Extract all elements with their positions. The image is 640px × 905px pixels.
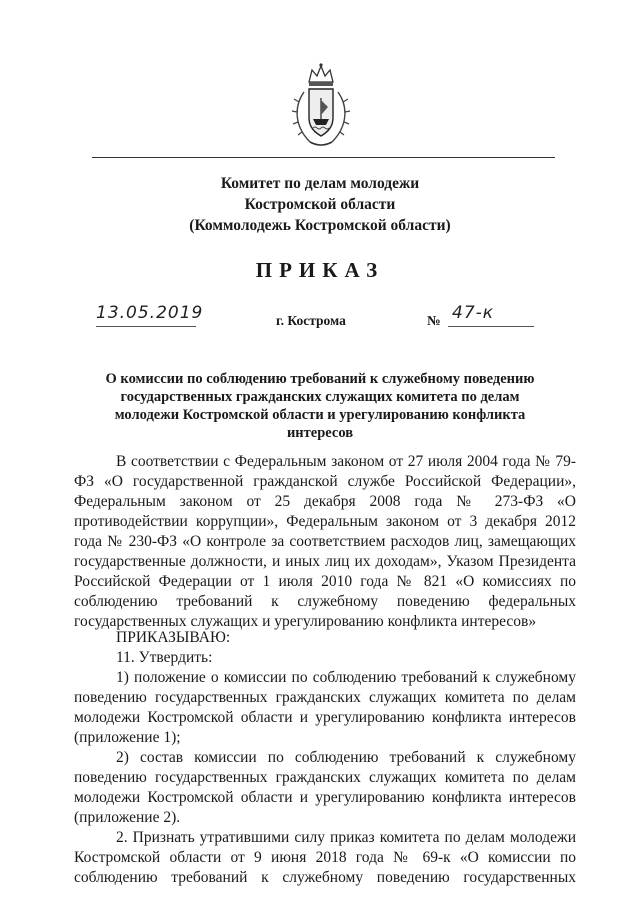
organization-name-line-3: (Коммолодежь Костромской области) xyxy=(189,217,451,234)
organization-name-line-1: Комитет по делам молодежи xyxy=(220,175,420,192)
document-number-label: № xyxy=(427,313,441,328)
subject-line-1: О комиссии по соблюдению требований к служебному поведению xyxy=(105,371,535,387)
subject-line-3: молодежи Костромской области и урегулированию конфликта xyxy=(114,407,526,423)
number-underline xyxy=(448,326,534,327)
preamble-line-5: года № 230-ФЗ «О контроле за соответствием расходов лиц, замещающих xyxy=(74,533,576,550)
document-city: г. Кострома xyxy=(276,313,346,328)
preamble-line-9: государственных служащих и урегулированию конфликта интересов» xyxy=(74,613,537,630)
item-1-2-line-1: 2) состав комиссии по соблюдению требований к служебному xyxy=(116,749,576,766)
item-1-2-line-3: молодежи Костромской области и урегулированию конфликта интересов xyxy=(74,789,576,806)
document-date-handwritten: 13.05.2019 xyxy=(96,303,204,323)
item-1-heading: 11. Утвердить: xyxy=(116,649,213,666)
document-type-title: ПРИКАЗ xyxy=(255,258,385,282)
preamble-line-6: государственные должности, и иных лиц их доходам», Указом Президента xyxy=(74,553,576,570)
item-1-2-line-4: (приложение 2). xyxy=(74,809,181,826)
item-1-1-line-1: 1) положение о комиссии по соблюдению требований к служебному xyxy=(116,669,576,686)
preamble-line-7: Российской Федерации от 1 июля 2010 года № 821 «О комиссиях по xyxy=(74,573,576,590)
subject-line-2: государственных гражданских служащих комитета по делам xyxy=(120,389,520,405)
item-2-line-2: Костромской области от 9 июня 2018 года № 69-к «О комиссии по xyxy=(74,849,576,866)
preamble-line-3: Федеральным законом от 25 декабря 2008 года № 273-ФЗ «О xyxy=(74,493,576,510)
preamble-line-1: В соответствии с Федеральным законом от 27 июля 2004 года № 79- xyxy=(116,453,576,470)
item-1-2-line-2: поведению государственных гражданских служащих комитета по делам xyxy=(74,769,576,786)
subject-line-4: интересов xyxy=(286,425,354,441)
item-2-line-1: 2. Признать утратившими силу приказ комитета по делам молодежи xyxy=(116,829,576,846)
preamble-line-8: соблюдению требований к служебному поведению федеральных xyxy=(74,593,576,610)
preamble-line-4: противодействии коррупции», Федеральным законом от 3 декабря 2012 xyxy=(74,513,576,530)
date-underline xyxy=(96,326,196,327)
order-word: ПРИКАЗЫВАЮ: xyxy=(116,629,231,646)
item-1-1-line-4: (приложение 1); xyxy=(74,729,181,746)
item-1-1-line-3: молодежи Костромской области и урегулированию конфликта интересов xyxy=(74,709,576,726)
organization-name-line-2: Костромской области xyxy=(244,196,396,213)
document-number-handwritten: 47-к xyxy=(452,303,495,323)
preamble-line-2: ФЗ «О государственной гражданской службе Российской Федерации», xyxy=(74,473,576,490)
header-rule xyxy=(92,157,555,158)
item-2-line-3: соблюдению требований к служебному поведению государственных xyxy=(74,869,576,886)
item-1-1-line-2: поведению государственных гражданских служащих комитета по делам xyxy=(74,689,576,706)
coat-of-arms-emblem xyxy=(290,62,352,150)
